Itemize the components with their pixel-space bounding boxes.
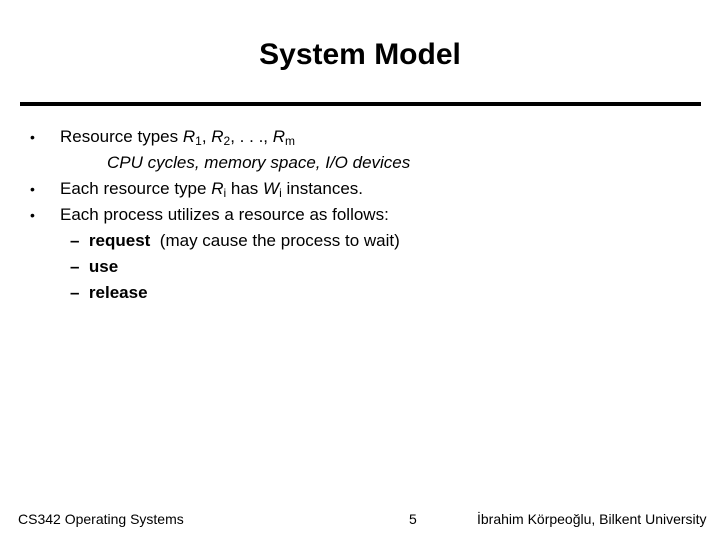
step-note: (may cause the process to wait) [159,231,400,250]
subscript: m [285,134,296,148]
bullet-item-instances [30,178,363,200]
title-divider [20,102,701,106]
resource-symbol: R [182,127,196,146]
bullet-text: instances. [281,179,363,198]
footer-author: İbrahim Körpeoğlu, Bilkent University [477,511,707,527]
instance-symbol: W [263,179,280,198]
bullet-item-utilization [30,204,389,226]
subscript: i [223,186,227,200]
step-keyword: request [88,231,151,250]
step-dash: – [70,257,80,276]
subscript: 1 [195,134,202,148]
bullet-text: has [226,179,264,198]
bullet-dot: • [30,129,35,145]
step-dash: – [70,231,80,250]
bullet-dot: • [30,207,35,223]
resource-examples-text: CPU cycles, memory space, I/O devices [107,153,411,172]
resource-examples [107,152,410,174]
slide-title: System Model [259,38,461,71]
bullet-text: Each resource type [60,179,212,198]
step-request [70,230,400,252]
resource-symbol: R [211,127,224,146]
separator: , [201,127,212,146]
resource-symbol: R [211,179,224,198]
bullet-text: Resource types [60,127,183,146]
subscript: 2 [223,134,231,148]
footer-page-number: 5 [409,511,417,527]
bullet-text: Each process utilizes a resource as follows: [60,205,389,224]
footer-course: CS342 Operating Systems [18,511,184,527]
resource-symbol: R [272,127,286,146]
step-keyword: release [88,283,148,302]
step-keyword: use [88,257,119,276]
subscript: i [279,186,282,200]
separator: , . . ., [230,127,273,146]
step-use [70,256,118,278]
step-dash: – [70,283,80,302]
bullet-dot: • [30,181,35,197]
step-release [70,282,148,304]
bullet-item-resource-types [30,126,296,148]
